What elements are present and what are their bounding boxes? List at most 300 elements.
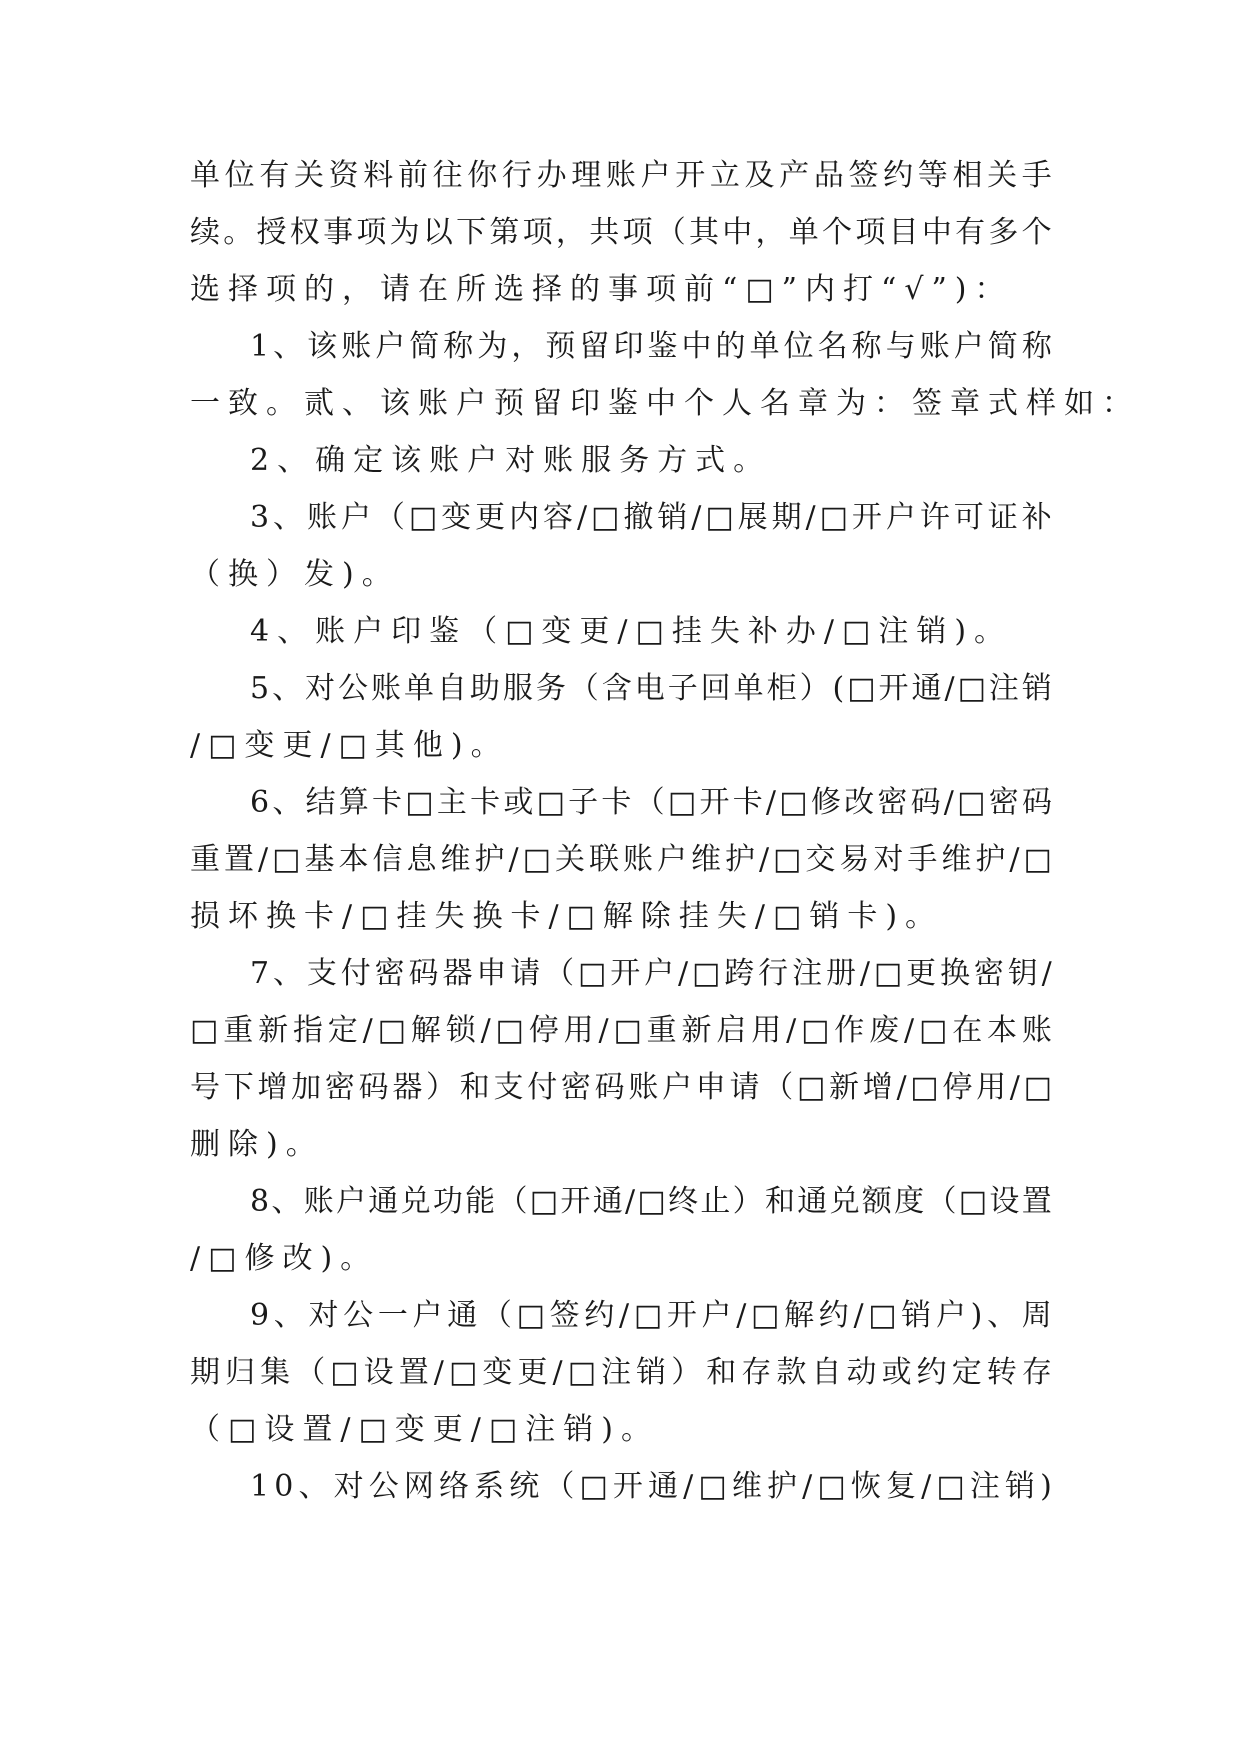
text-char: (	[832, 671, 845, 706]
text-char: 密	[877, 785, 908, 820]
text-char: 简	[409, 329, 440, 364]
text-char: 申	[476, 956, 507, 991]
text-char: 称	[851, 329, 882, 364]
text-char: 启	[716, 1013, 747, 1048]
text-char: 回	[700, 671, 731, 706]
text-char: □	[408, 500, 438, 535]
text-char: 开	[675, 158, 706, 193]
text-char: 签	[549, 1298, 580, 1333]
text-char: 单	[403, 671, 434, 706]
text-char: 兑	[400, 1184, 431, 1219]
text-char: 5	[250, 671, 270, 706]
text-line	[250, 783, 1052, 823]
text-char: □	[578, 956, 607, 991]
text-char: 护	[767, 1469, 798, 1504]
text-line	[250, 327, 1052, 367]
text-char: 本	[987, 1013, 1018, 1048]
text-char: 含	[601, 671, 632, 706]
text-char: 单	[749, 329, 780, 364]
text-char: 钥	[1007, 956, 1038, 991]
text-char: 户	[935, 1298, 966, 1333]
text-char: 等	[917, 158, 948, 193]
text-char: □	[190, 1013, 219, 1048]
text-line	[190, 840, 1052, 880]
text-char: 共	[589, 215, 620, 250]
text-char: □	[516, 1298, 545, 1333]
text-char: /	[805, 500, 816, 535]
text-char: □	[637, 1184, 666, 1219]
text-char: 项	[622, 215, 653, 250]
text-char: 以	[422, 215, 453, 250]
text-char: /	[736, 1298, 747, 1333]
text-char: 动	[846, 1355, 877, 1390]
text-char: 码	[408, 956, 439, 991]
text-char: 置	[398, 1355, 429, 1390]
text-char: 开	[878, 671, 909, 706]
text-char: 证	[987, 500, 1018, 535]
text-char: 密	[973, 956, 1004, 991]
text-char: /	[859, 956, 870, 991]
text-char: 、	[298, 1469, 329, 1504]
text-char: 理	[571, 158, 602, 193]
text-char: 转	[986, 1355, 1017, 1390]
text-char: 第	[489, 215, 520, 250]
text-char: 账	[919, 329, 950, 364]
text-char: 为	[389, 215, 420, 250]
text-char: 柜	[766, 671, 797, 706]
text-char: □	[529, 1184, 559, 1219]
text-char: 通	[592, 1184, 623, 1219]
text-char: 户	[335, 1184, 366, 1219]
text-char: 、	[272, 785, 303, 820]
text-char: 自	[436, 671, 467, 706]
text-line: 损坏换卡/□挂失换卡/□解除挂失/□销卡)。	[190, 899, 944, 934]
text-char: /	[480, 1013, 491, 1048]
text-line: 4、账户印鉴（□变更/□挂失补办/□注销)。	[250, 614, 1013, 649]
text-char: 授	[256, 215, 287, 250]
text-char: /	[943, 785, 954, 820]
text-char: 容	[543, 500, 574, 535]
text-char: 项	[356, 215, 387, 250]
text-char: 护	[474, 842, 505, 877]
text-char: □	[819, 500, 848, 535]
text-char: 、	[271, 1184, 302, 1219]
text-char: 名	[817, 329, 848, 364]
text-char: 账	[303, 1184, 334, 1219]
text-char: 9	[250, 1298, 270, 1333]
text-char: 料	[363, 158, 394, 193]
text-char: 修	[810, 785, 841, 820]
text-char: 电	[634, 671, 665, 706]
text-char: 自	[811, 1355, 842, 1390]
text-char: 的	[715, 329, 746, 364]
text-char: 行	[501, 158, 532, 193]
text-char: 位	[783, 329, 814, 364]
text-char: ）	[799, 671, 830, 706]
text-char: 息	[406, 842, 437, 877]
text-char: 新	[681, 1013, 712, 1048]
text-char: /	[853, 1298, 864, 1333]
text-char: 通	[911, 671, 942, 706]
text-char: 统	[509, 1469, 540, 1504]
text-line	[250, 954, 1052, 994]
text-char: 权	[289, 215, 320, 250]
text-line	[250, 669, 1052, 709]
text-char: 重	[190, 842, 220, 877]
text-char: □	[633, 1298, 663, 1333]
text-char: 器	[442, 956, 473, 991]
text-char: 相	[952, 158, 983, 193]
text-char: 更	[906, 956, 937, 991]
text-char: （	[544, 956, 575, 991]
text-char: 单	[733, 671, 764, 706]
text-char: 络	[438, 1469, 469, 1504]
text-char: 销	[636, 1355, 667, 1390]
text-char: 重	[223, 1013, 254, 1048]
text-line	[250, 1467, 1052, 1507]
text-char: 项	[522, 215, 553, 250]
text-char: 户	[412, 1298, 443, 1333]
text-char: 通	[797, 1184, 828, 1219]
text-char: 许	[919, 500, 950, 535]
text-char: 能	[465, 1184, 496, 1219]
text-char: 停	[528, 1013, 559, 1048]
text-char: 0	[274, 1469, 294, 1504]
text-char: □	[868, 1298, 897, 1333]
text-char: 停	[942, 1070, 973, 1105]
text-char: □	[847, 671, 876, 706]
text-char: 办	[536, 158, 567, 193]
text-char: 册	[825, 956, 856, 991]
text-char: □	[957, 671, 986, 706]
text-char: 对	[873, 842, 904, 877]
text-char: 解	[784, 1298, 815, 1333]
text-char: 可	[953, 500, 984, 535]
text-char: 单	[788, 215, 819, 250]
text-char: □	[591, 500, 620, 535]
text-char: □	[377, 1013, 406, 1048]
text-char: 置	[224, 842, 254, 877]
text-char: 账	[341, 329, 372, 364]
text-line: 删除)。	[190, 1127, 324, 1162]
text-char: 码	[594, 1070, 625, 1105]
text-char: 子	[568, 785, 599, 820]
text-line	[190, 156, 1052, 196]
text-char: （	[926, 1184, 957, 1219]
text-char: 用	[563, 1013, 594, 1048]
text-char: /	[691, 500, 702, 535]
text-char: 归	[225, 1355, 256, 1390]
text-char: 密	[560, 1070, 591, 1105]
text-char: 护	[724, 842, 755, 877]
text-char: □	[613, 1013, 642, 1048]
text-char: □	[405, 785, 434, 820]
text-char: /	[362, 1013, 373, 1048]
text-char: 签	[848, 158, 879, 193]
text-char: /	[1009, 842, 1020, 877]
text-char: 付	[527, 1070, 558, 1105]
text-char: （	[481, 1298, 512, 1333]
text-char: 目	[888, 215, 919, 250]
text-char: 用	[751, 1013, 782, 1048]
text-char: 、	[273, 329, 304, 364]
text-char: 定	[327, 1013, 358, 1048]
text-char: □	[779, 785, 808, 820]
text-char: □	[330, 1355, 359, 1390]
text-char: 支	[493, 1070, 524, 1105]
text-char: /	[619, 1298, 630, 1333]
text-char: 其	[688, 215, 719, 250]
text-char: 账	[1021, 1013, 1052, 1048]
text-char: 额	[861, 1184, 892, 1219]
text-char: 约	[916, 1355, 947, 1390]
text-char: 户	[656, 842, 687, 877]
text-char: 设	[363, 1355, 394, 1390]
text-char: /	[921, 1469, 932, 1504]
text-char: 服	[502, 671, 533, 706]
text-char: 务	[535, 671, 566, 706]
text-char: 简	[987, 329, 1018, 364]
text-char: 户	[640, 158, 671, 193]
text-char: 更	[517, 1355, 548, 1390]
text-char: 款	[776, 1355, 807, 1390]
text-char: 中	[921, 215, 952, 250]
text-char: 卡	[732, 785, 763, 820]
text-char: 申	[695, 1070, 726, 1105]
text-char: 存	[1021, 1355, 1052, 1390]
text-char: 号	[190, 1070, 220, 1105]
text-char: 作	[834, 1013, 865, 1048]
text-char: □	[910, 1070, 939, 1105]
text-char: 及	[744, 158, 775, 193]
text-char: 、	[987, 1298, 1018, 1333]
text-char: 续	[190, 215, 220, 250]
text-char: 下	[223, 1070, 254, 1105]
text-char: 结	[305, 785, 336, 820]
text-char: 助	[469, 671, 500, 706]
text-char: 6	[250, 785, 270, 820]
text-line	[190, 1011, 1052, 1051]
text-char: 重	[646, 1013, 677, 1048]
text-char: （	[497, 1184, 528, 1219]
text-char: □	[936, 1469, 965, 1504]
text-char: 、	[273, 500, 304, 535]
text-char: 撤	[623, 500, 654, 535]
text-char: □	[773, 842, 802, 877]
text-char: /	[802, 1469, 813, 1504]
text-char: 预	[545, 329, 576, 364]
text-char: 密	[324, 1070, 355, 1105]
text-char: 3	[250, 500, 270, 535]
text-char: /	[508, 842, 519, 877]
text-char: 跨	[724, 956, 755, 991]
text-char: 留	[579, 329, 610, 364]
text-char: 个	[822, 215, 853, 250]
text-char: 称	[443, 329, 474, 364]
text-char: 和	[459, 1070, 490, 1105]
text-char: 开	[666, 1298, 697, 1333]
text-char: 存	[741, 1355, 772, 1390]
text-line: 2、确定该账户对账服务方式。	[250, 443, 772, 478]
text-char: 手	[1021, 158, 1052, 193]
text-char: 你	[467, 158, 498, 193]
text-char: 网	[403, 1469, 434, 1504]
text-char: 易	[839, 842, 870, 877]
text-char: 对	[333, 1469, 364, 1504]
text-char: 期	[190, 1355, 220, 1390]
text-char: 基	[304, 842, 335, 877]
text-char: 定	[951, 1355, 982, 1390]
text-char: 通	[368, 1184, 399, 1219]
text-char: 密	[988, 785, 1019, 820]
text-char: /	[625, 1184, 636, 1219]
text-char: 开	[612, 1469, 643, 1504]
text-char: 公	[343, 1298, 374, 1333]
text-char: 为	[477, 329, 508, 364]
text-char: □	[667, 785, 697, 820]
text-char: 加	[291, 1070, 322, 1105]
text-char: 个	[1021, 215, 1052, 250]
text-char: 账	[628, 1070, 659, 1105]
text-char: 户	[701, 1298, 732, 1333]
text-char: 开	[560, 1184, 591, 1219]
text-char: 对	[305, 671, 336, 706]
text-char: （	[544, 1469, 575, 1504]
text-char: 变	[482, 1355, 513, 1390]
text-char: 主	[436, 785, 467, 820]
text-char: 终	[668, 1184, 699, 1219]
text-char: /	[1009, 1070, 1020, 1105]
text-char: 销	[1021, 671, 1052, 706]
text-char: 注	[601, 1355, 632, 1390]
text-char: 维	[941, 842, 972, 877]
text-line	[190, 213, 1052, 253]
text-char: 、	[273, 1298, 304, 1333]
text-char: □	[705, 500, 734, 535]
text-char: /	[896, 1070, 907, 1105]
text-char: 周	[1021, 1298, 1052, 1333]
text-char: 项	[855, 215, 886, 250]
text-char: （	[634, 785, 665, 820]
text-char: □	[536, 785, 565, 820]
text-char: □	[579, 1469, 608, 1504]
text-char: 请	[510, 956, 541, 991]
text-char: 、	[272, 956, 303, 991]
text-char: 联	[588, 842, 619, 877]
text-char: /	[598, 1013, 609, 1048]
text-char: 印	[613, 329, 644, 364]
text-char: ，	[511, 329, 542, 364]
text-char: 新	[829, 1070, 860, 1105]
text-char: 密	[374, 956, 405, 991]
text-char: 位	[224, 158, 255, 193]
text-line: 一致。贰、该账户预留印鉴中个人名章为：签章式样如：	[190, 386, 1140, 421]
text-char: 维	[690, 842, 721, 877]
text-char: 。	[223, 215, 254, 250]
text-char: 对	[308, 1298, 339, 1333]
text-char: ，	[755, 215, 786, 250]
text-char: 1	[250, 329, 270, 364]
text-char: 有	[955, 215, 986, 250]
text-char: □	[873, 956, 903, 991]
text-char: ）	[426, 1070, 457, 1105]
text-char: 改	[844, 785, 875, 820]
text-char: （	[568, 671, 599, 706]
text-char: /	[678, 956, 689, 991]
text-char: 信	[372, 842, 403, 877]
text-char: 立	[709, 158, 740, 193]
text-char: 销	[657, 500, 688, 535]
text-line: /□变更/□其他)。	[190, 728, 509, 763]
text-char: □	[495, 1013, 524, 1048]
text-char: /	[433, 1355, 444, 1390]
text-char: 或	[503, 785, 534, 820]
text-char: 通	[447, 1298, 478, 1333]
text-char: /	[683, 1469, 694, 1504]
text-char: /	[576, 500, 588, 535]
text-char: 开	[851, 500, 882, 535]
text-char: 指	[292, 1013, 323, 1048]
text-char: 维	[731, 1469, 762, 1504]
text-char: □	[272, 842, 301, 877]
text-char: 支	[306, 956, 337, 991]
text-char: □	[1023, 842, 1052, 877]
text-char: 子	[667, 671, 698, 706]
text-char: 中	[722, 215, 753, 250]
text-char: 7	[250, 956, 270, 991]
text-char: 户	[644, 956, 675, 991]
text-char: （	[763, 1070, 794, 1105]
text-char: 在	[952, 1013, 983, 1048]
text-char: /	[904, 1013, 915, 1048]
text-char: 算	[338, 785, 369, 820]
text-char: 1	[250, 1469, 270, 1504]
text-char: 锁	[445, 1013, 476, 1048]
text-char: 集	[260, 1355, 291, 1390]
text-char: 有	[259, 158, 290, 193]
text-char: 账	[307, 500, 337, 535]
text-char: □	[567, 1355, 597, 1390]
text-char: 该	[307, 329, 338, 364]
text-char: 或	[881, 1355, 912, 1390]
text-char: 户	[340, 500, 371, 535]
text-char: 开	[610, 956, 641, 991]
text-char: 公	[338, 671, 368, 706]
text-char: 开	[699, 785, 730, 820]
text-char: 和	[764, 1184, 795, 1219]
text-char: /	[258, 842, 269, 877]
text-char: /	[552, 1355, 563, 1390]
text-char: 卡	[372, 785, 403, 820]
text-char: 一	[377, 1298, 408, 1333]
text-char: 约	[584, 1298, 615, 1333]
text-char: 关	[554, 842, 585, 877]
text-char: 置	[1021, 1184, 1052, 1219]
text-char: 账	[605, 158, 636, 193]
text-char: 补	[1021, 500, 1052, 535]
text-char: 注	[988, 671, 1019, 706]
text-char: 户	[885, 500, 916, 535]
text-char: ）	[671, 1355, 702, 1390]
text-char: 恢	[850, 1469, 881, 1504]
text-char: 户	[662, 1070, 693, 1105]
text-char: 品	[813, 158, 844, 193]
text-char: /	[765, 785, 777, 820]
text-char: 行	[758, 956, 789, 991]
text-char: 码	[910, 785, 941, 820]
text-char: 称	[1021, 329, 1052, 364]
text-char: 内	[509, 500, 540, 535]
